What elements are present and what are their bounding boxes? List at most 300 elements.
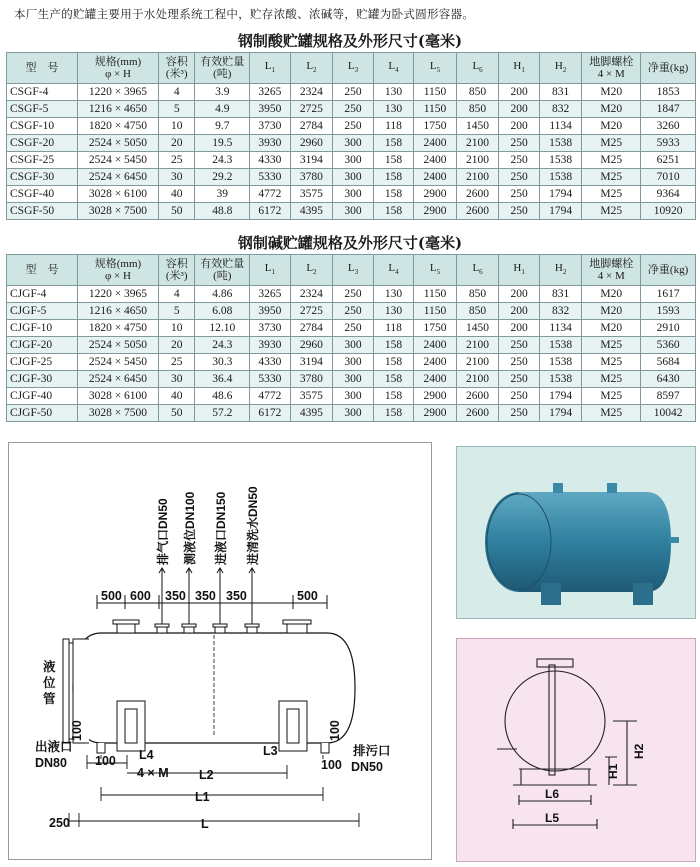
- table-cell: 1593: [641, 303, 696, 320]
- table-cell: 158: [373, 203, 414, 220]
- table-cell: 250: [499, 354, 540, 371]
- table-cell: 1617: [641, 286, 696, 303]
- table-cell: 6430: [641, 371, 696, 388]
- table-cell: M25: [582, 371, 641, 388]
- header-h1: $H_1$: [499, 255, 540, 286]
- table-cell: 3194: [290, 152, 333, 169]
- table-cell: 831: [539, 286, 582, 303]
- label-l3: L3: [263, 744, 278, 758]
- table-cell: M25: [582, 388, 641, 405]
- table-cell: M20: [582, 320, 641, 337]
- table-cell: 1134: [539, 118, 582, 135]
- table-cell: 3028 × 6100: [77, 186, 158, 203]
- table-cell: 3950: [250, 303, 291, 320]
- table-cell: 3028 × 7500: [77, 405, 158, 422]
- dim-500-right: 500: [297, 589, 318, 603]
- table-cell: 130: [373, 101, 414, 118]
- tank-side-drawing: [8, 442, 432, 860]
- tank-end-view-drawing: [456, 638, 696, 862]
- table-cell: 30: [158, 371, 194, 388]
- table-cell: 250: [333, 101, 374, 118]
- table-cell: 10: [158, 118, 194, 135]
- table-cell: 2600: [456, 388, 499, 405]
- table-cell: 130: [373, 303, 414, 320]
- table-cell: 3194: [290, 354, 333, 371]
- header-l5: $L_5$: [414, 255, 457, 286]
- model-cell: CSGF-25: [7, 152, 78, 169]
- table-cell: 9364: [641, 186, 696, 203]
- header-l2: $L_2$: [290, 53, 333, 84]
- header-bolt: 地脚螺栓 4 × M: [582, 255, 641, 286]
- table-cell: 130: [373, 84, 414, 101]
- table-cell: 250: [499, 405, 540, 422]
- table-cell: 2400: [414, 371, 457, 388]
- table-cell: 50: [158, 405, 194, 422]
- table-cell: 300: [333, 186, 374, 203]
- model-cell: CSGF-5: [7, 101, 78, 118]
- table-cell: 158: [373, 388, 414, 405]
- table-cell: 832: [539, 303, 582, 320]
- table-cell: 1150: [414, 303, 457, 320]
- table-cell: 250: [333, 320, 374, 337]
- table-cell: 1853: [641, 84, 696, 101]
- label-level-tube-2: 位: [43, 676, 56, 690]
- table-cell: 6251: [641, 152, 696, 169]
- table-row: [7, 152, 696, 169]
- table-cell: 200: [499, 84, 540, 101]
- table-cell: 5: [158, 101, 194, 118]
- label-drain: 排污口: [353, 744, 391, 758]
- table-cell: 200: [499, 303, 540, 320]
- table-cell: 2100: [456, 152, 499, 169]
- table-cell: 2960: [290, 337, 333, 354]
- table-cell: 200: [499, 320, 540, 337]
- table-cell: 850: [456, 101, 499, 118]
- header-l6: $L_6$: [456, 53, 499, 84]
- table-cell: 3.9: [195, 84, 250, 101]
- table-cell: 850: [456, 303, 499, 320]
- table-cell: 2400: [414, 337, 457, 354]
- nozzle-label-level: 测液位DN100: [183, 491, 197, 565]
- table-cell: 2784: [290, 118, 333, 135]
- header-weight: 净重(kg): [641, 255, 696, 286]
- table-row: [7, 371, 696, 388]
- table-cell: 3780: [290, 169, 333, 186]
- header-h2: $H_2$: [539, 255, 582, 286]
- dim-600: 600: [130, 589, 151, 603]
- dim-350-b: 350: [195, 589, 216, 603]
- table-cell: 1150: [414, 101, 457, 118]
- table-cell: 40: [158, 186, 194, 203]
- table-cell: 5360: [641, 337, 696, 354]
- model-cell: CJGF-20: [7, 337, 78, 354]
- table-cell: 48.8: [195, 203, 250, 220]
- table-cell: 250: [499, 203, 540, 220]
- table-cell: 3028 × 7500: [77, 203, 158, 220]
- table-cell: 10920: [641, 203, 696, 220]
- table-cell: 118: [373, 118, 414, 135]
- table-cell: 1794: [539, 203, 582, 220]
- nozzle-label-vent: 排气口DN50: [156, 498, 170, 565]
- table-cell: 5684: [641, 354, 696, 371]
- model-cell: CJGF-40: [7, 388, 78, 405]
- table-cell: 118: [373, 320, 414, 337]
- table-cell: 57.2: [195, 405, 250, 422]
- table-cell: 3265: [250, 84, 291, 101]
- header-volume: 容积 (米³): [158, 255, 194, 286]
- table-cell: 1150: [414, 286, 457, 303]
- table-cell: 30: [158, 169, 194, 186]
- table-cell: 4330: [250, 354, 291, 371]
- table-cell: 2324: [290, 84, 333, 101]
- table-cell: 8597: [641, 388, 696, 405]
- table-cell: 5: [158, 303, 194, 320]
- table-cell: M25: [582, 169, 641, 186]
- header-l3: $L_3$: [333, 53, 374, 84]
- table-cell: 2900: [414, 203, 457, 220]
- table-cell: 10042: [641, 405, 696, 422]
- table-cell: M20: [582, 286, 641, 303]
- table-cell: 200: [499, 286, 540, 303]
- table-cell: 6172: [250, 203, 291, 220]
- table-cell: 300: [333, 354, 374, 371]
- table-cell: 1794: [539, 388, 582, 405]
- header-bolt: 地脚螺栓 4 × M: [582, 53, 641, 84]
- label-bolts: 4 × M: [137, 766, 169, 780]
- table-cell: 158: [373, 337, 414, 354]
- table-cell: 1847: [641, 101, 696, 118]
- table-cell: 6.08: [195, 303, 250, 320]
- table-cell: 200: [499, 118, 540, 135]
- table-cell: 4.86: [195, 286, 250, 303]
- model-cell: CJGF-4: [7, 286, 78, 303]
- dim-100-left: 100: [95, 754, 116, 768]
- table-cell: 9.7: [195, 118, 250, 135]
- header-effective: 有效贮量 (吨): [195, 255, 250, 286]
- header-l4: $L_4$: [373, 53, 414, 84]
- table-cell: 1538: [539, 152, 582, 169]
- table-cell: 200: [499, 101, 540, 118]
- table-cell: 2600: [456, 405, 499, 422]
- table-cell: 1750: [414, 118, 457, 135]
- table-cell: 3730: [250, 320, 291, 337]
- table-cell: 4395: [290, 405, 333, 422]
- dim-250: 250: [49, 816, 70, 830]
- table-row: [7, 354, 696, 371]
- label-level-tube-1: 液: [43, 660, 56, 674]
- dim-100-drain: 100: [328, 720, 342, 741]
- tank-photo-illustration: [485, 483, 679, 605]
- table-cell: 250: [333, 286, 374, 303]
- table-cell: 1538: [539, 337, 582, 354]
- table-cell: 2900: [414, 388, 457, 405]
- table-cell: 3780: [290, 371, 333, 388]
- dim-350-c: 350: [226, 589, 247, 603]
- header-h1: $H_1$: [499, 53, 540, 84]
- alkali-spec-table: [6, 254, 696, 422]
- table-row: [7, 388, 696, 405]
- header-l6: $L_6$: [456, 255, 499, 286]
- table-cell: 1538: [539, 371, 582, 388]
- label-level-tube-3: 管: [43, 692, 56, 706]
- table-cell: 832: [539, 101, 582, 118]
- nozzle-label-inlet: 进液口DN150: [214, 491, 228, 565]
- table-cell: 1538: [539, 354, 582, 371]
- table-cell: 2100: [456, 371, 499, 388]
- table-cell: 850: [456, 286, 499, 303]
- table-cell: 130: [373, 286, 414, 303]
- table-cell: 1220 × 3965: [77, 286, 158, 303]
- table-cell: M20: [582, 84, 641, 101]
- table-cell: 5933: [641, 135, 696, 152]
- table-cell: 30.3: [195, 354, 250, 371]
- model-cell: CSGF-40: [7, 186, 78, 203]
- table-cell: M20: [582, 303, 641, 320]
- acid-spec-table: [6, 52, 696, 220]
- label-l5: L5: [545, 811, 560, 825]
- table-cell: 250: [499, 388, 540, 405]
- table-cell: 25: [158, 152, 194, 169]
- label-h1: H1: [606, 763, 620, 779]
- table-cell: 250: [333, 303, 374, 320]
- table-cell: 250: [499, 186, 540, 203]
- acid-table-title: 钢制酸贮罐规格及外形尺寸(毫米): [237, 32, 463, 50]
- table-cell: 1134: [539, 320, 582, 337]
- table-cell: 40: [158, 388, 194, 405]
- table-row: [7, 84, 696, 101]
- table-cell: 250: [499, 152, 540, 169]
- table-cell: 1450: [456, 118, 499, 135]
- table-cell: 2784: [290, 320, 333, 337]
- table-row: [7, 320, 696, 337]
- table-cell: M20: [582, 118, 641, 135]
- table-cell: 3930: [250, 337, 291, 354]
- table-cell: 250: [499, 169, 540, 186]
- table-cell: 1216 × 4650: [77, 303, 158, 320]
- table-cell: 300: [333, 337, 374, 354]
- header-l2: $L_2$: [290, 255, 333, 286]
- table-cell: 831: [539, 84, 582, 101]
- table-cell: 1750: [414, 320, 457, 337]
- table-cell: 158: [373, 135, 414, 152]
- table-row: [7, 118, 696, 135]
- table-cell: 2725: [290, 101, 333, 118]
- table-cell: 2524 × 6450: [77, 169, 158, 186]
- table-cell: 29.2: [195, 169, 250, 186]
- label-l6: L6: [545, 787, 560, 801]
- table-cell: 4.9: [195, 101, 250, 118]
- table-cell: 158: [373, 354, 414, 371]
- model-cell: CJGF-5: [7, 303, 78, 320]
- table-cell: 300: [333, 371, 374, 388]
- table-cell: 1794: [539, 405, 582, 422]
- table-cell: 48.6: [195, 388, 250, 405]
- table-cell: 3930: [250, 135, 291, 152]
- table-cell: 300: [333, 169, 374, 186]
- table-row: [7, 337, 696, 354]
- table-cell: M25: [582, 152, 641, 169]
- model-cell: CSGF-4: [7, 84, 78, 101]
- model-cell: CJGF-50: [7, 405, 78, 422]
- tank-photo: [456, 446, 696, 619]
- table-cell: 39: [195, 186, 250, 203]
- alkali-table-title: 钢制碱贮罐规格及外形尺寸(毫米): [237, 234, 463, 252]
- model-cell: CSGF-50: [7, 203, 78, 220]
- table-cell: 3260: [641, 118, 696, 135]
- table-cell: 4: [158, 286, 194, 303]
- table-cell: 3575: [290, 186, 333, 203]
- table-cell: 24.3: [195, 152, 250, 169]
- table-cell: 2600: [456, 186, 499, 203]
- table-cell: M25: [582, 135, 641, 152]
- table-cell: 2900: [414, 405, 457, 422]
- table-cell: 2400: [414, 135, 457, 152]
- table-cell: M25: [582, 405, 641, 422]
- table-cell: 4: [158, 84, 194, 101]
- header-effective: 有效贮量 (吨): [195, 53, 250, 84]
- table-cell: 1538: [539, 169, 582, 186]
- table-cell: 20: [158, 135, 194, 152]
- table-cell: 2910: [641, 320, 696, 337]
- dim-350-a: 350: [165, 589, 186, 603]
- table-row: [7, 203, 696, 220]
- table-cell: 1538: [539, 135, 582, 152]
- table-cell: 2524 × 5050: [77, 337, 158, 354]
- table-row: [7, 186, 696, 203]
- table-cell: 300: [333, 388, 374, 405]
- table-cell: 1820 × 4750: [77, 118, 158, 135]
- label-l1: L1: [195, 790, 210, 804]
- table-cell: 7010: [641, 169, 696, 186]
- model-cell: CSGF-10: [7, 118, 78, 135]
- header-model: 型 号: [7, 255, 78, 286]
- table-cell: 1216 × 4650: [77, 101, 158, 118]
- table-cell: 1794: [539, 186, 582, 203]
- table-cell: 4772: [250, 388, 291, 405]
- header-weight: 净重(kg): [641, 53, 696, 84]
- header-spec: 规格(mm) φ × H: [77, 53, 158, 84]
- label-outlet: 出液口: [35, 740, 73, 754]
- table-cell: 158: [373, 169, 414, 186]
- table-row: [7, 303, 696, 320]
- table-cell: 6172: [250, 405, 291, 422]
- table-cell: 2900: [414, 186, 457, 203]
- table-cell: 12.10: [195, 320, 250, 337]
- table-cell: 2400: [414, 169, 457, 186]
- table-cell: M25: [582, 203, 641, 220]
- table-cell: 300: [333, 405, 374, 422]
- label-outlet-dn: DN80: [35, 756, 67, 770]
- table-cell: 1820 × 4750: [77, 320, 158, 337]
- label-l4: L4: [139, 748, 154, 762]
- model-cell: CJGF-10: [7, 320, 78, 337]
- table-cell: 20: [158, 337, 194, 354]
- table-cell: 2524 × 6450: [77, 371, 158, 388]
- label-drain-dn: DN50: [351, 760, 383, 774]
- table-cell: M25: [582, 337, 641, 354]
- table-cell: 300: [333, 135, 374, 152]
- table-cell: 2600: [456, 203, 499, 220]
- table-cell: 1150: [414, 84, 457, 101]
- table-row: [7, 405, 696, 422]
- header-l5: $L_5$: [414, 53, 457, 84]
- table-cell: 19.5: [195, 135, 250, 152]
- header-l1: $L_1$: [250, 255, 291, 286]
- table-cell: 158: [373, 152, 414, 169]
- label-l2: L2: [199, 768, 214, 782]
- table-cell: 300: [333, 152, 374, 169]
- table-row: [7, 286, 696, 303]
- table-cell: 3730: [250, 118, 291, 135]
- table-row: [7, 101, 696, 118]
- table-cell: 1450: [456, 320, 499, 337]
- table-cell: 158: [373, 405, 414, 422]
- table-cell: 2400: [414, 354, 457, 371]
- table-cell: 2524 × 5050: [77, 135, 158, 152]
- table-cell: 2960: [290, 135, 333, 152]
- table-cell: 4330: [250, 152, 291, 169]
- dim-100-outlet: 100: [70, 720, 84, 741]
- model-cell: CJGF-30: [7, 371, 78, 388]
- alkali-header-row: [7, 255, 696, 286]
- table-row: [7, 169, 696, 186]
- table-cell: 250: [499, 371, 540, 388]
- table-cell: 300: [333, 203, 374, 220]
- table-cell: 2725: [290, 303, 333, 320]
- table-cell: 24.3: [195, 337, 250, 354]
- table-cell: 250: [499, 135, 540, 152]
- header-l4: $L_4$: [373, 255, 414, 286]
- intro-text: 本厂生产的贮罐主要用于水处理系统工程中，贮存浓酸、浓碱等，贮罐为卧式圆形容器。: [14, 7, 475, 21]
- table-cell: 5330: [250, 371, 291, 388]
- table-cell: 5330: [250, 169, 291, 186]
- table-cell: 250: [499, 337, 540, 354]
- table-cell: 250: [333, 118, 374, 135]
- model-cell: CJGF-25: [7, 354, 78, 371]
- header-model: 型 号: [7, 53, 78, 84]
- table-cell: 2524 × 5450: [77, 152, 158, 169]
- dim-100-right: 100: [321, 758, 342, 772]
- table-cell: 158: [373, 371, 414, 388]
- header-volume: 容积 (米³): [158, 53, 194, 84]
- table-row: [7, 135, 696, 152]
- table-cell: 1220 × 3965: [77, 84, 158, 101]
- table-cell: 36.4: [195, 371, 250, 388]
- table-cell: 2324: [290, 286, 333, 303]
- table-cell: 158: [373, 186, 414, 203]
- table-cell: 3028 × 6100: [77, 388, 158, 405]
- table-cell: 4395: [290, 203, 333, 220]
- table-cell: 2100: [456, 135, 499, 152]
- header-l1: $L_1$: [250, 53, 291, 84]
- table-cell: 250: [333, 84, 374, 101]
- header-spec: 规格(mm) φ × H: [77, 255, 158, 286]
- table-cell: 4772: [250, 186, 291, 203]
- label-h2: H2: [632, 743, 646, 759]
- table-cell: 2100: [456, 354, 499, 371]
- table-cell: 3950: [250, 101, 291, 118]
- nozzle-label-wash: 进清洗水DN50: [246, 486, 260, 565]
- table-cell: 50: [158, 203, 194, 220]
- table-cell: 2524 × 5450: [77, 354, 158, 371]
- table-cell: 850: [456, 84, 499, 101]
- header-h2: $H_2$: [539, 53, 582, 84]
- acid-header-row: [7, 53, 696, 84]
- table-cell: M25: [582, 186, 641, 203]
- header-l3: $L_3$: [333, 255, 374, 286]
- table-cell: M25: [582, 354, 641, 371]
- model-cell: CSGF-20: [7, 135, 78, 152]
